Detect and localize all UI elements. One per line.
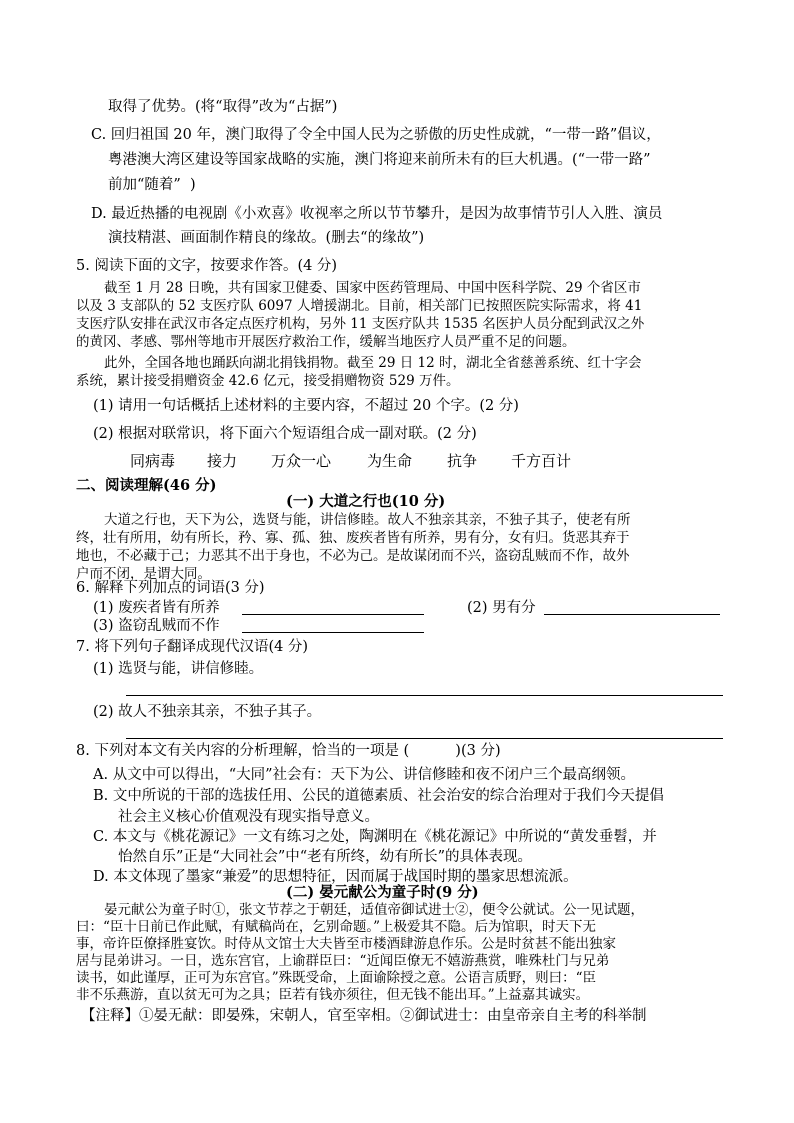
passage1-line1: 大道之行也，天下为公，选贤与能，讲信修睦。故人不独亲其亲，不独子其子，使老有所 [104,512,631,528]
passage2-line4: 居与昆弟讲习。一日，选东宫官，上谕群臣曰：“近闻臣僚无不嬉游燕赏，唯殊杜门与兄弟 [76,953,610,969]
q6-answer-line-1[interactable] [242,614,424,615]
phrase-5: 抗争 [447,452,478,470]
passage2-title: (二) 晏元献公为童子时(9 分) [286,884,479,901]
q4-option-c-line1: C. 回归祖国 20 年，澳门取得了令全中国人民为之骄傲的历史性成就，“一带一路”倡议， [91,127,661,143]
passage2-line5: 读书，如此谨厚，正可为东宫官。”殊既受命，上面谕除授之意。公语言质野，则曰：“臣 [76,970,597,986]
q5-para1-line1: 截至 1 月 28 日晚，共有国家卫健委、国家中医药管理局、中国中医科学院、29 个省区市 [104,280,641,296]
q5-para2-line2: 系统，累计接受捐赠资金 42.6 亿元，接受捐赠物资 529 万件。 [76,373,460,389]
q6-stem: 6. 解释下列加点的词语(3 分) [76,580,265,596]
q6-item3: (3) 盗窃乱贼而不作 [93,618,220,634]
q6-answer-line-2[interactable] [544,614,720,615]
q5-para1-line2: 以及 3 支部队的 52 支医疗队 6097 人增援湖北。目前，相关部门已按照医院实际需求，将 41 [76,298,643,314]
passage1-line2: 终，壮有所用，幼有所长，矜、寡、孤、独、废疾者皆有所养，男有分，女有归。货恶其弃于 [76,530,630,546]
phrase-3: 万众一心 [271,452,332,470]
q8-option-c-line1: C. 本文与《桃花源记》一文有练习之处，陶渊明在《桃花源记》中所说的“黄发垂髫，并 [93,829,657,845]
passage2-line2: 曰：“臣十日前已作此赋，有赋稿尚在，乞别命题。”上极爱其不隐。后为馆职，时天下无 [76,919,597,935]
phrase-6: 千方百计 [511,452,572,470]
q8-stem: 8. 下列对本文有关内容的分析理解，恰当的一项是 ( )(3 分) [76,743,501,759]
q8-option-b-line2: 社会主义核心价值观没有现实指导意义。 [118,809,379,825]
passage2-line3: 事，帝许臣僚择胜宴饮。时侍从文馆士大夫皆至市楼酒肆游息作乐。公是时贫甚不能出独家 [76,936,616,952]
q5-sub2: (2) 根据对联常识，将下面六个短语组合成一副对联。(2 分) [93,426,477,442]
q6-answer-line-3[interactable] [242,632,424,633]
q6-item1: (1) 废疾者皆有所养 [93,600,220,616]
phrase-2: 接力 [207,452,238,470]
section-heading-reading: 二、阅读理解(46 分) [76,477,217,494]
q7-item1: (1) 选贤与能，讲信修睦。 [93,661,264,677]
q5-stem: 5. 阅读下面的文字，按要求作答。(4 分) [76,258,338,274]
q5-sub1: (1) 请用一句话概括上述材料的主要内容，不超过 20 个字。(2 分) [93,398,519,414]
q8-option-b-line1: B. 文中所说的干部的选拔任用、公民的道德素质、社会治安的综合治理对于我们今天提倡 [93,788,664,804]
q5-para1-line3: 支医疗队安排在武汉市各定点医疗机构，另外 11 支医疗队共 1535 名医护人员分配到武汉之外 [76,316,645,332]
q4-option-c-line3: 前加“随着” ) [108,177,196,193]
q4-option-d-line2: 演技精湛、画面制作精良的缘故。(删去“的缘故”) [108,230,425,246]
passage2-line1: 晏元献公为童子时①，张文节荐之于朝廷，适值帝御试进士②，便令公就试。公一见试题， [104,902,644,918]
q4-option-c-line2: 粤港澳大湾区建设等国家战略的实施，澳门将迎来前所未有的巨大机遇。(“一带一路” [108,152,651,168]
q6-item2: (2) 男有分 [467,600,536,616]
q7-answer-line-1[interactable] [126,695,723,696]
passage1-line4: 户而不闭，是谓大同。 [76,566,211,582]
q5-para2-line1: 此外，全国各地也踊跃向湖北捐钱捐物。截至 29 日 12 时，湖北全省慈善系统、红十字会 [104,355,642,371]
q7-stem: 7. 将下列句子翻译成现代汉语(4 分) [76,639,309,655]
passage1-title: (一) 大道之行也(10 分) [286,493,446,510]
passage2-note: 【注释】①晏无献：即晏殊，宋朝人，官至宰相。②御试进士：由皇帝亲自主考的科举制 [81,1008,647,1024]
q4-b-end: 取得了优势。(将“取得”改为“占据”) [108,99,338,115]
q8-option-c-line2: 怡然自乐”正是“大同社会”中“老有所终，幼有所长”的具体表现。 [118,849,533,865]
passage2-line6: 非不乐燕游，直以贫无可为之具；臣若有钱亦须往，但无钱不能出耳。”上益嘉其诚实。 [76,987,590,1003]
q4-option-d-line1: D. 最近热播的电视剧《小欢喜》收视率之所以节节攀升，是因为故事情节引人入胜、演员 [91,206,663,222]
q5-para1-line4: 的黄冈、孝感、鄂州等地市开展医疗救治工作，缓解当地医疗人员严重不足的问题。 [76,334,576,350]
passage1-line3: 地也，不必藏于己；力恶其不出于身也，不必为己。是故谋闭而不兴，盗窃乱贼而不作，故外 [76,548,630,564]
phrase-1: 同病毒 [130,452,176,470]
phrase-4: 为生命 [367,452,413,470]
q7-answer-line-2[interactable] [126,738,723,739]
q7-item2: (2) 故人不独亲其亲，不独子其子。 [93,704,322,720]
q8-option-a: A. 从文中可以得出，“大同”社会有：天下为公、讲信修睦和夜不闭户三个最高纲领。 [93,767,636,783]
q8-option-d: D. 本文体现了墨家“兼爱”的思想特征，因而属于战国时期的墨家思想流派。 [93,869,578,885]
